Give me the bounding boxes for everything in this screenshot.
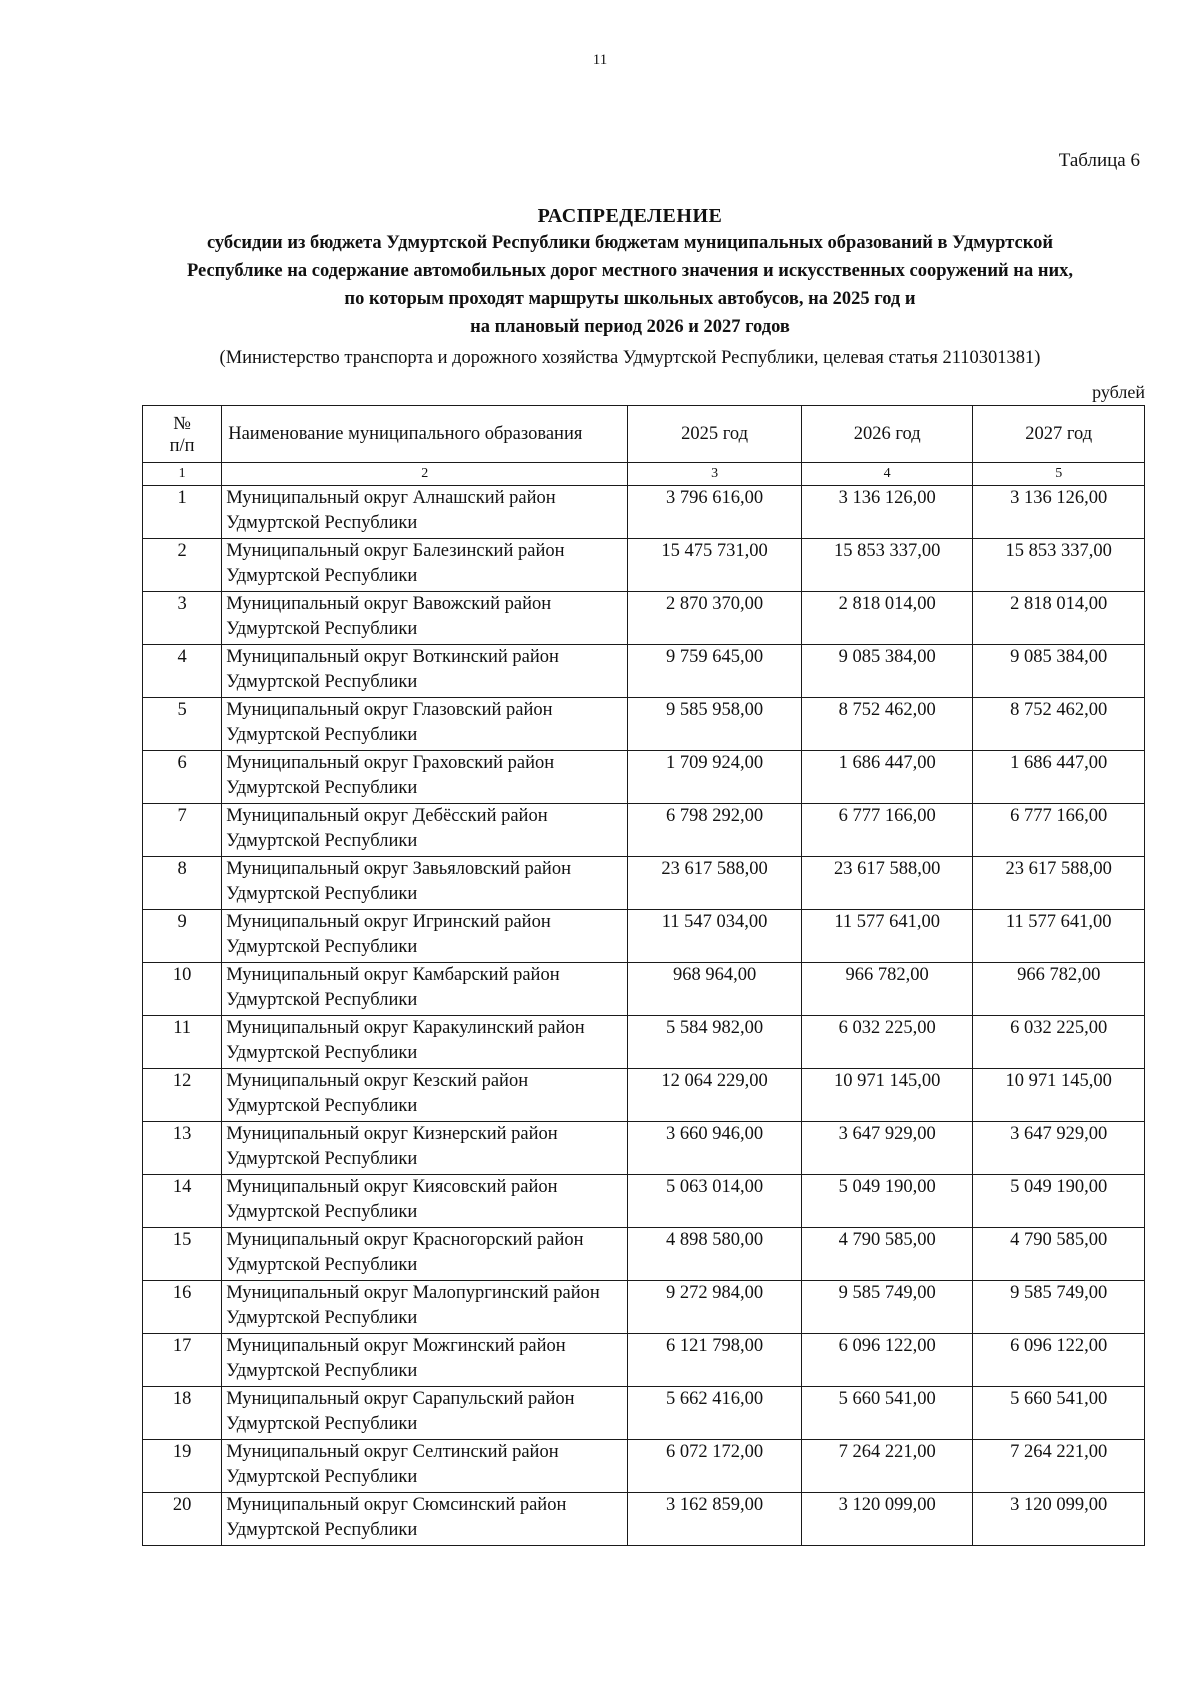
row-number: 1: [143, 486, 222, 539]
value-2027: 3 136 126,00: [973, 486, 1145, 539]
column-number: 2: [222, 463, 628, 486]
value-2025: 5 063 014,00: [628, 1175, 802, 1228]
document-subtitle: [130, 229, 1130, 341]
row-number: 9: [143, 910, 222, 963]
table-row: [143, 751, 1145, 804]
value-2025: 9 585 958,00: [628, 698, 802, 751]
value-2026: 5 660 541,00: [801, 1387, 973, 1440]
value-2027: 11 577 641,00: [973, 910, 1145, 963]
value-2027: 3 120 099,00: [973, 1493, 1145, 1546]
value-2025: 5 584 982,00: [628, 1016, 802, 1069]
page-number: 11: [592, 52, 608, 68]
row-number: 16: [143, 1281, 222, 1334]
municipality-name: Муниципальный округ Балезинский район Удмуртской Республики: [222, 539, 628, 592]
column-number: 3: [628, 463, 802, 486]
table-header-row: [143, 406, 1145, 463]
value-2027: 9 085 384,00: [973, 645, 1145, 698]
value-2026: 8 752 462,00: [801, 698, 973, 751]
column-number: 1: [143, 463, 222, 486]
value-2025: 6 072 172,00: [628, 1440, 802, 1493]
distribution-table: [142, 405, 1145, 1546]
value-2027: 8 752 462,00: [973, 698, 1145, 751]
table-row: [143, 857, 1145, 910]
row-number: 19: [143, 1440, 222, 1493]
row-number: 12: [143, 1069, 222, 1122]
table-row: [143, 645, 1145, 698]
table-body: [143, 486, 1145, 1546]
header-2025: 2025 год: [628, 406, 802, 463]
municipality-name: Муниципальный округ Малопургинский район Удмуртской Республики: [222, 1281, 628, 1334]
value-2027: 2 818 014,00: [973, 592, 1145, 645]
row-number: 17: [143, 1334, 222, 1387]
value-2027: 3 647 929,00: [973, 1122, 1145, 1175]
row-number: 20: [143, 1493, 222, 1546]
document-heading: [130, 203, 1130, 371]
value-2025: 6 798 292,00: [628, 804, 802, 857]
municipality-name: Муниципальный округ Красногорский район Удмуртской Республики: [222, 1228, 628, 1281]
municipality-name: Муниципальный округ Глазовский район Удмуртской Республики: [222, 698, 628, 751]
value-2025: 5 662 416,00: [628, 1387, 802, 1440]
municipality-name: Муниципальный округ Киясовский район Удмуртской Республики: [222, 1175, 628, 1228]
table-row: [143, 486, 1145, 539]
table-row: [143, 698, 1145, 751]
header-number-abbr: п/п: [169, 436, 195, 456]
row-number: 3: [143, 592, 222, 645]
value-2027: 4 790 585,00: [973, 1228, 1145, 1281]
table-row: [143, 592, 1145, 645]
row-number: 18: [143, 1387, 222, 1440]
table-row: [143, 804, 1145, 857]
row-number: 10: [143, 963, 222, 1016]
value-2026: 3 120 099,00: [801, 1493, 973, 1546]
value-2025: 3 796 616,00: [628, 486, 802, 539]
value-2025: 23 617 588,00: [628, 857, 802, 910]
value-2026: 3 136 126,00: [801, 486, 973, 539]
document-title: РАСПРЕДЕЛЕНИЕ: [537, 205, 723, 227]
value-2026: 9 585 749,00: [801, 1281, 973, 1334]
value-2026: 15 853 337,00: [801, 539, 973, 592]
value-2027: 6 777 166,00: [973, 804, 1145, 857]
table-row: [143, 910, 1145, 963]
row-number: 15: [143, 1228, 222, 1281]
value-2026: 5 049 190,00: [801, 1175, 973, 1228]
value-2025: 9 272 984,00: [628, 1281, 802, 1334]
municipality-name: Муниципальный округ Кизнерский район Удмуртской Республики: [222, 1122, 628, 1175]
municipality-name: Муниципальный округ Дебёсский район Удмуртской Республики: [222, 804, 628, 857]
value-2025: 968 964,00: [628, 963, 802, 1016]
table-row: [143, 1334, 1145, 1387]
table-row: [143, 539, 1145, 592]
value-2025: 15 475 731,00: [628, 539, 802, 592]
value-2026: 7 264 221,00: [801, 1440, 973, 1493]
row-number: 6: [143, 751, 222, 804]
municipality-name: Муниципальный округ Сарапульский район Удмуртской Республики: [222, 1387, 628, 1440]
value-2027: 10 971 145,00: [973, 1069, 1145, 1122]
municipality-name: Муниципальный округ Игринский район Удмуртской Республики: [222, 910, 628, 963]
value-2026: 23 617 588,00: [801, 857, 973, 910]
subtitle-line: субсидии из бюджета Удмуртской Республики бюджетам муниципальных образований в Удмуртской: [206, 233, 1054, 253]
municipality-name: Муниципальный округ Завьяловский район Удмуртской Республики: [222, 857, 628, 910]
row-number: 14: [143, 1175, 222, 1228]
header-2026: 2026 год: [801, 406, 973, 463]
value-2025: 3 162 859,00: [628, 1493, 802, 1546]
municipality-name: Муниципальный округ Граховский район Удмуртской Республики: [222, 751, 628, 804]
value-2027: 966 782,00: [973, 963, 1145, 1016]
value-2026: 6 777 166,00: [801, 804, 973, 857]
municipality-name: Муниципальный округ Камбарский район Удмуртской Республики: [222, 963, 628, 1016]
row-number: 7: [143, 804, 222, 857]
table-row: [143, 1281, 1145, 1334]
value-2026: 4 790 585,00: [801, 1228, 973, 1281]
value-2027: 15 853 337,00: [973, 539, 1145, 592]
header-name: Наименование муниципального образования: [222, 406, 628, 463]
column-number-row: [143, 463, 1145, 486]
value-2025: 2 870 370,00: [628, 592, 802, 645]
header-number: [143, 406, 222, 463]
value-2026: 6 096 122,00: [801, 1334, 973, 1387]
value-2027: 9 585 749,00: [973, 1281, 1145, 1334]
ministry-note: (Министерство транспорта и дорожного хозяйства Удмуртской Республики, целевая статья 2110301381): [219, 348, 1041, 368]
value-2026: 2 818 014,00: [801, 592, 973, 645]
row-number: 2: [143, 539, 222, 592]
header-number-symbol: №: [173, 414, 191, 434]
row-number: 8: [143, 857, 222, 910]
value-2027: 5 049 190,00: [973, 1175, 1145, 1228]
subtitle-line: Республике на содержание автомобильных дорог местного значения и искусственных сооружений на них,: [186, 261, 1074, 281]
column-number: 5: [973, 463, 1145, 486]
value-2027: 5 660 541,00: [973, 1387, 1145, 1440]
table-row: [143, 1493, 1145, 1546]
table-row: [143, 1387, 1145, 1440]
value-2026: 966 782,00: [801, 963, 973, 1016]
row-number: 13: [143, 1122, 222, 1175]
value-2026: 11 577 641,00: [801, 910, 973, 963]
value-2027: 6 032 225,00: [973, 1016, 1145, 1069]
value-2025: 1 709 924,00: [628, 751, 802, 804]
row-number: 5: [143, 698, 222, 751]
value-2026: 6 032 225,00: [801, 1016, 973, 1069]
value-2026: 1 686 447,00: [801, 751, 973, 804]
value-2027: 1 686 447,00: [973, 751, 1145, 804]
subtitle-line: на плановый период 2026 и 2027 годов: [470, 317, 790, 337]
municipality-name: Муниципальный округ Каракулинский район Удмуртской Республики: [222, 1016, 628, 1069]
value-2025: 11 547 034,00: [628, 910, 802, 963]
header-2027: 2027 год: [973, 406, 1145, 463]
table-label: Таблица 6: [1058, 150, 1140, 171]
subtitle-line: по которым проходят маршруты школьных автобусов, на 2025 год и: [344, 289, 916, 309]
value-2027: 7 264 221,00: [973, 1440, 1145, 1493]
value-2025: 9 759 645,00: [628, 645, 802, 698]
table-row: [143, 963, 1145, 1016]
value-2027: 23 617 588,00: [973, 857, 1145, 910]
table-row: [143, 1175, 1145, 1228]
table-row: [143, 1228, 1145, 1281]
value-2025: 12 064 229,00: [628, 1069, 802, 1122]
value-2025: 4 898 580,00: [628, 1228, 802, 1281]
municipality-name: Муниципальный округ Селтинский район Удмуртской Республики: [222, 1440, 628, 1493]
value-2026: 3 647 929,00: [801, 1122, 973, 1175]
table-row: [143, 1440, 1145, 1493]
table-row: [143, 1069, 1145, 1122]
value-2025: 6 121 798,00: [628, 1334, 802, 1387]
table-row: [143, 1016, 1145, 1069]
units-label: рублей: [1092, 382, 1145, 402]
municipality-name: Муниципальный округ Сюмсинский район Удмуртской Республики: [222, 1493, 628, 1546]
municipality-name: Муниципальный округ Вавожский район Удмуртской Республики: [222, 592, 628, 645]
value-2025: 3 660 946,00: [628, 1122, 802, 1175]
municipality-name: Муниципальный округ Кезский район Удмуртской Республики: [222, 1069, 628, 1122]
column-number: 4: [801, 463, 973, 486]
municipality-name: Муниципальный округ Воткинский район Удмуртской Республики: [222, 645, 628, 698]
municipality-name: Муниципальный округ Можгинский район Удмуртской Республики: [222, 1334, 628, 1387]
table-row: [143, 1122, 1145, 1175]
value-2026: 9 085 384,00: [801, 645, 973, 698]
row-number: 4: [143, 645, 222, 698]
row-number: 11: [143, 1016, 222, 1069]
value-2027: 6 096 122,00: [973, 1334, 1145, 1387]
value-2026: 10 971 145,00: [801, 1069, 973, 1122]
municipality-name: Муниципальный округ Алнашский район Удмуртской Республики: [222, 486, 628, 539]
